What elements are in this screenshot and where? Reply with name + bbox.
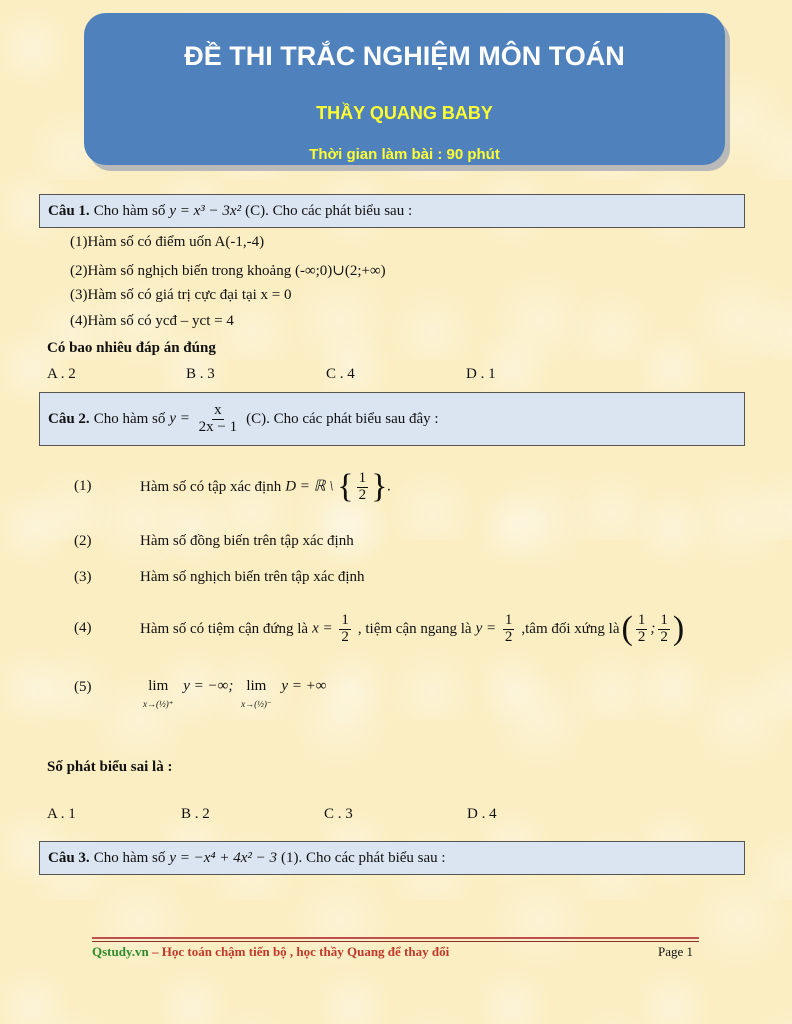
q1-prompt: Có bao nhiêu đáp án đúng: [47, 340, 216, 356]
q1-statement-4: (4)Hàm số có ycđ – yct = 4: [70, 313, 234, 329]
q2-item-2-number: (2): [74, 533, 92, 549]
q1-option-c[interactable]: C . 4: [326, 366, 355, 382]
question-3-label: Câu 3.: [48, 849, 90, 866]
page-number: Page 1: [658, 944, 694, 959]
q1-option-a[interactable]: A . 2: [47, 366, 76, 382]
question-2-label: Câu 2.: [48, 410, 90, 427]
q2-item-4-text-c: ,tâm đối xứng là: [521, 620, 620, 637]
limit-left: lim x→(½)⁺: [143, 678, 174, 709]
q2-item-1: [140, 462, 395, 512]
q2-item-3-text: Hàm số nghịch biến trên tập xác định: [140, 569, 365, 585]
question-2-formula: y = $\frac{x}{2x - 1}$: [169, 401, 238, 435]
question-3-header: [39, 841, 745, 875]
limit-right: lim x→(½)⁻: [241, 678, 272, 709]
q2-item-5-number: (5): [74, 679, 92, 695]
q2-item-4-center: ( $\frac{1}{2}$ ; $\frac{1}{2}$ ): [621, 610, 685, 647]
question-2-post: (C). Cho các phát biểu sau đây :: [246, 410, 439, 427]
q2-item-1-formula: D = ℝ \ { $\frac{1}{2}$ }.: [285, 468, 392, 505]
question-1-pre: Cho hàm số: [93, 202, 166, 219]
q1-statement-1: (1)Hàm số có điểm uốn A(-1,-4): [70, 234, 265, 250]
question-3-post: (1). Cho các phát biểu sau :: [281, 849, 446, 866]
q2-item-4-horizontal-asymptote: y = $\frac{1}{2}$: [475, 611, 513, 645]
q2-item-4-text-a: Hàm số có tiệm cận đứng là: [140, 620, 309, 637]
question-1-label: Câu 1.: [48, 202, 90, 219]
q2-option-d[interactable]: D . 4: [467, 806, 497, 822]
q2-item-3-number: (3): [74, 569, 92, 585]
q2-option-c[interactable]: C . 3: [324, 806, 353, 822]
question-1-formula: y = x³ − 3x²: [169, 202, 242, 219]
q2-item-4: [140, 604, 684, 654]
q1-statement-3: (3)Hàm số có giá trị cực đại tại x = 0: [70, 287, 292, 303]
q2-item-5-limits: lim x→(½)⁺ y = −∞; lim x→(½)⁻ y = +∞: [143, 678, 330, 712]
question-1-post: (C). Cho các phát biểu sau :: [245, 202, 413, 219]
q2-item-1-text: Hàm số có tập xác định: [140, 478, 282, 495]
q2-item-2-text: Hàm số đồng biến trên tập xác định: [140, 533, 354, 549]
question-3-formula: y = −x⁴ + 4x² − 3: [169, 849, 278, 866]
q2-item-4-vertical-asymptote: x = $\frac{1}{2}$: [312, 611, 349, 645]
footer-divider-thin: [92, 941, 699, 942]
q2-prompt: Số phát biểu sai là :: [47, 759, 173, 775]
q2-item-4-text-b: , tiệm cận ngang là: [357, 620, 472, 637]
exam-time: Thời gian làm bài : 90 phút: [309, 146, 500, 163]
footer-site-link[interactable]: Qstudy.vn: [92, 944, 149, 959]
footer-slogan: – Học toán chậm tiến bộ , học thầy Quang để thay đổi: [148, 944, 450, 959]
q1-statement-2: (2)Hàm số nghịch biến trong khoảng (-∞;0)∪(2;+∞): [70, 263, 386, 279]
q2-item-1-number: (1): [74, 478, 92, 494]
question-3-pre: Cho hàm số: [93, 849, 166, 866]
q1-option-b[interactable]: B . 3: [186, 366, 215, 382]
teacher-name: THẦY QUANG BABY: [316, 103, 493, 123]
q2-item-4-number: (4): [74, 620, 92, 636]
q2-option-a[interactable]: A . 1: [47, 806, 76, 822]
q1-option-d[interactable]: D . 1: [466, 366, 496, 382]
footer-text: [92, 944, 449, 960]
q2-option-b[interactable]: B . 2: [181, 806, 210, 822]
question-2-header: [39, 392, 745, 446]
question-1-header: [39, 194, 745, 228]
question-2-pre: Cho hàm số: [93, 410, 166, 427]
header-banner: [84, 13, 725, 165]
exam-title: ĐỀ THI TRẮC NGHIỆM MÔN TOÁN: [184, 41, 625, 71]
footer-divider: [92, 937, 699, 939]
